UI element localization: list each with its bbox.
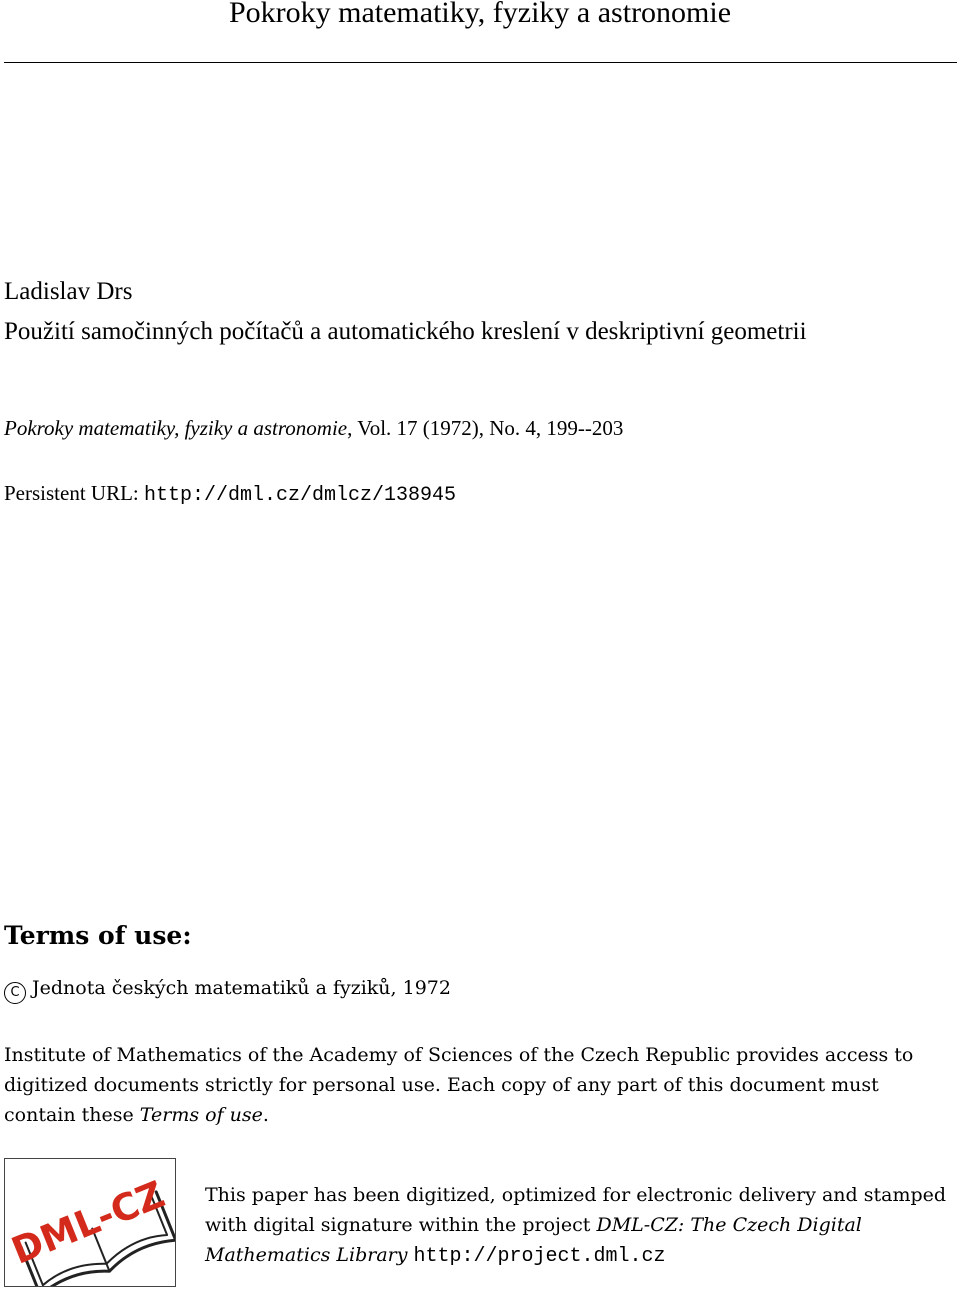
journal-header-title: Pokroky matematiky, fyziky a astronomie [228,0,732,29]
header-divider [4,62,957,63]
persistent-url-line [4,481,456,507]
copyright-icon: C [4,982,26,1004]
copyright-text: Jednota českých matematiků a fyziků, 1972 [32,977,451,999]
terms-of-use-italic: Terms of use [139,1104,263,1126]
copyright-line [4,977,451,1004]
citation-details: , Vol. 17 (1972), No. 4, 199--203 [347,416,624,440]
dml-cz-logo [4,1158,176,1287]
logo-text: DML-CZ [5,1172,171,1273]
dml-cz-logo-icon [5,1159,175,1286]
article-author: Ladislav Drs [4,278,133,305]
persistent-url-label: Persistent URL: [4,481,144,505]
article-title: Použití samočinných počítačů a automatického kreslení v deskriptivní geometrii [4,318,807,345]
terms-heading: Terms of use: [4,921,192,950]
terms-paragraph-end: . [262,1104,269,1126]
notice-project-name: DML-CZ: The Czech Digital Mathematics Library [205,1214,862,1266]
digitization-notice [205,1180,955,1272]
persistent-url-link[interactable]: http://dml.cz/dmlcz/138945 [144,484,457,507]
citation [4,416,623,441]
project-url-link[interactable]: http://project.dml.cz [413,1245,666,1268]
citation-journal: Pokroky matematiky, fyziky a astronomie [4,416,348,440]
terms-paragraph [4,1040,944,1130]
notice-text: This paper has been digitized, optimized for electronic delivery and stamped with digital signature within the project [205,1184,947,1236]
terms-paragraph-text: Institute of Mathematics of the Academy of Sciences of the Czech Republic provides access to digitized documents strictly for personal use. Each copy of any part of this document must contain these [4,1044,914,1126]
